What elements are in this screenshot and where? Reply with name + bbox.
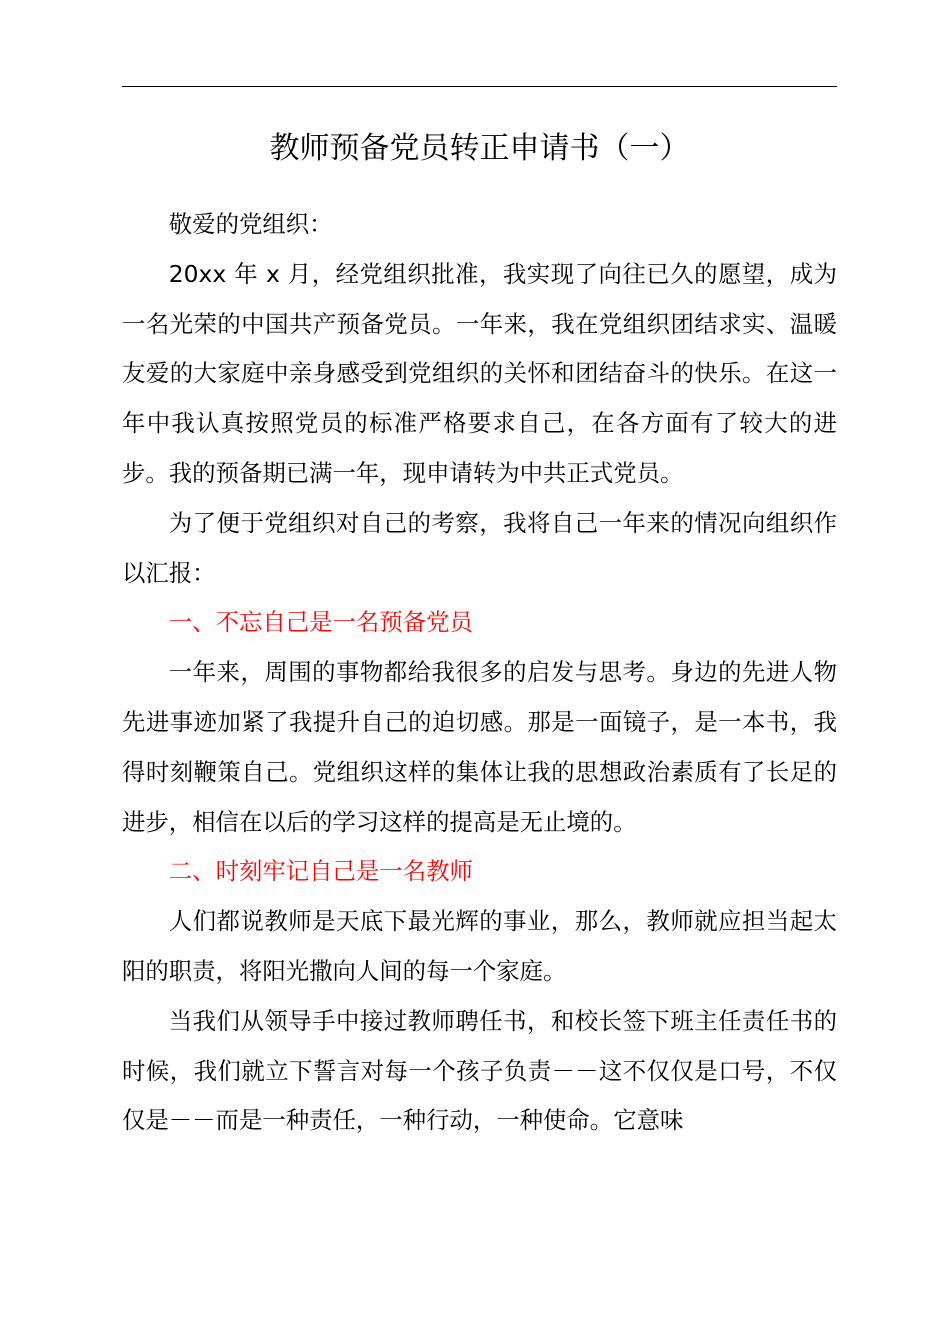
document-title: 教师预备党员转正申请书（一）	[269, 131, 690, 166]
paragraph-report: 为了便于党组织对自己的考察，我将自己一年来的情况向组织作以汇报：	[122, 508, 837, 587]
section-1-paragraph: 一年来，周围的事物都给我很多的启发与思考。身边的先进人物先进事迹加紧了我提升自己的迫切感。那是一面镜子，是一本书，我得时刻鞭策自己。党组织这样的集体让我的思想政治素质有了长足的进步，相信在以后的学习这样的提高是无止境的。	[122, 658, 837, 836]
section-heading-2: 二、时刻牢记自己是一名教师	[168, 857, 473, 886]
document-body	[122, 200, 837, 1146]
paragraph-intro: 20xx 年 x 月，经党组织批准，我实现了向往已久的愿望，成为一名光荣的中国共产预备党员。一年来，我在党组织团结求实、温暖友爱的大家庭中亲身感受到党组织的关怀和团结奋斗的快乐。在这一年中我认真按照党员的标准严格要求自己，在各方面有了较大的进步。我的预备期已满一年，现申请转为中共正式党员。	[122, 259, 837, 487]
section-heading-1: 一、不忘自己是一名预备党员	[168, 608, 473, 637]
section-2-paragraph-1: 人们都说教师是天底下最光辉的事业，那么，教师就应担当起太阳的职责，将阳光撒向人间的每一个家庭。	[122, 907, 837, 985]
section-2-paragraph-2: 当我们从领导手中接过教师聘任书，和校长签下班主任责任书的时候，我们就立下誓言对每一个孩子负责－－这不仅仅是口号，不仅仅是－－而是一种责任，一种行动，一种使命。它意味	[122, 1006, 837, 1135]
header-rule	[122, 86, 837, 87]
greeting: 敬爱的党组织：	[168, 210, 333, 238]
